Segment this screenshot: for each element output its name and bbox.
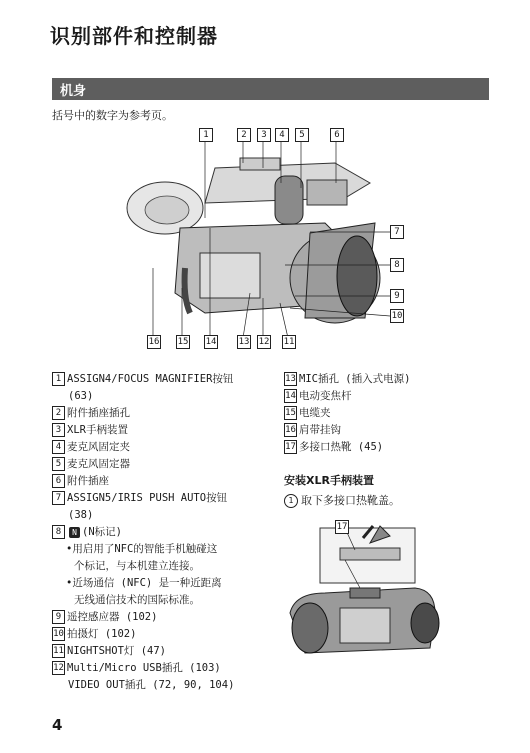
callout-3: 3 [257, 128, 271, 142]
list-item: 15 电缆夹 [285, 407, 331, 419]
list-item: 10 拍摄灯 (102) [53, 628, 137, 640]
bullet-line: 无线通信技术的国际标准。 [74, 594, 200, 606]
callout-11: 11 [283, 337, 295, 347]
list-item: 2 附件插座插孔 [52, 405, 267, 422]
callout-9: 9 [390, 289, 404, 303]
page-number: 4 [52, 716, 63, 734]
callout-13: 13 [238, 337, 250, 347]
hotshoe-drawing [285, 518, 445, 658]
list-item-continuation: VIDEO OUT插孔 (72, 90, 104) [68, 679, 235, 691]
bullet-line: •用启用了NFC的智能手机触碰这 [66, 543, 218, 555]
list-item-continuation: (63) [68, 390, 94, 402]
camcorder-illustration [95, 128, 425, 358]
list-item: 8 N (N标记) [52, 524, 267, 541]
parts-list-left [52, 371, 267, 694]
list-item: 5 麦克风固定器 [52, 456, 267, 473]
section-title: 机身 [60, 84, 87, 99]
list-item: 3 XLR手柄装置 [52, 422, 267, 439]
callout-12: 12 [258, 337, 270, 347]
section-header-bar [52, 78, 489, 100]
hotshoe-cover-illustration [285, 518, 445, 658]
callout-16: 16 [148, 337, 160, 347]
reference-note: 括号中的数字为参考页。 [52, 109, 173, 122]
callout-6: 6 [330, 128, 344, 142]
page-title: 识别部件和控制器 [50, 24, 218, 48]
callout-7: 7 [390, 225, 404, 239]
list-item: 14 电动变焦杆 [285, 390, 352, 402]
list-item: 17 多接口热靴 (45) [285, 441, 384, 453]
list-item: 1 ASSIGN4/FOCUS MAGNIFIER按钮 [52, 371, 267, 388]
list-item: 6 附件插座 [52, 473, 267, 490]
list-item: 12 Multi/Micro USB插孔 (103) [53, 662, 221, 674]
list-item: 13 MIC插孔 (插入式电源) [285, 373, 411, 385]
callout-8: 8 [390, 258, 404, 272]
list-item: 16 肩带挂钩 [285, 424, 341, 436]
camcorder-drawing [95, 128, 425, 358]
callout-5: 5 [295, 128, 309, 142]
callout-15: 15 [177, 337, 189, 347]
step-number: 1 [284, 494, 298, 508]
callout-17: 17 [336, 522, 348, 532]
xlr-install-heading: 安装XLR手柄装置 [284, 474, 374, 487]
callout-2: 2 [237, 128, 251, 142]
callout-14: 14 [205, 337, 217, 347]
callout-4: 4 [275, 128, 289, 142]
bullet-line: 个标记，与本机建立连接。 [74, 560, 200, 572]
callout-1: 1 [199, 128, 213, 142]
list-item-continuation: (38) [68, 509, 94, 521]
callout-10: 10 [391, 311, 403, 321]
bullet-line: •近场通信 (NFC) 是一种近距离 [66, 577, 222, 589]
list-item: 11 NIGHTSHOT灯 (47) [53, 645, 167, 657]
nfc-n-mark-icon: N [69, 527, 80, 538]
list-item: 4 麦克风固定夹 [52, 439, 267, 456]
list-item: 7 ASSIGN5/IRIS PUSH AUTO按钮 [52, 490, 267, 507]
install-step-1: 1 取下多接口热靴盖。 [284, 492, 400, 508]
parts-list-right [284, 371, 494, 456]
list-item: 9 遥控感应器 (102) [52, 609, 267, 626]
